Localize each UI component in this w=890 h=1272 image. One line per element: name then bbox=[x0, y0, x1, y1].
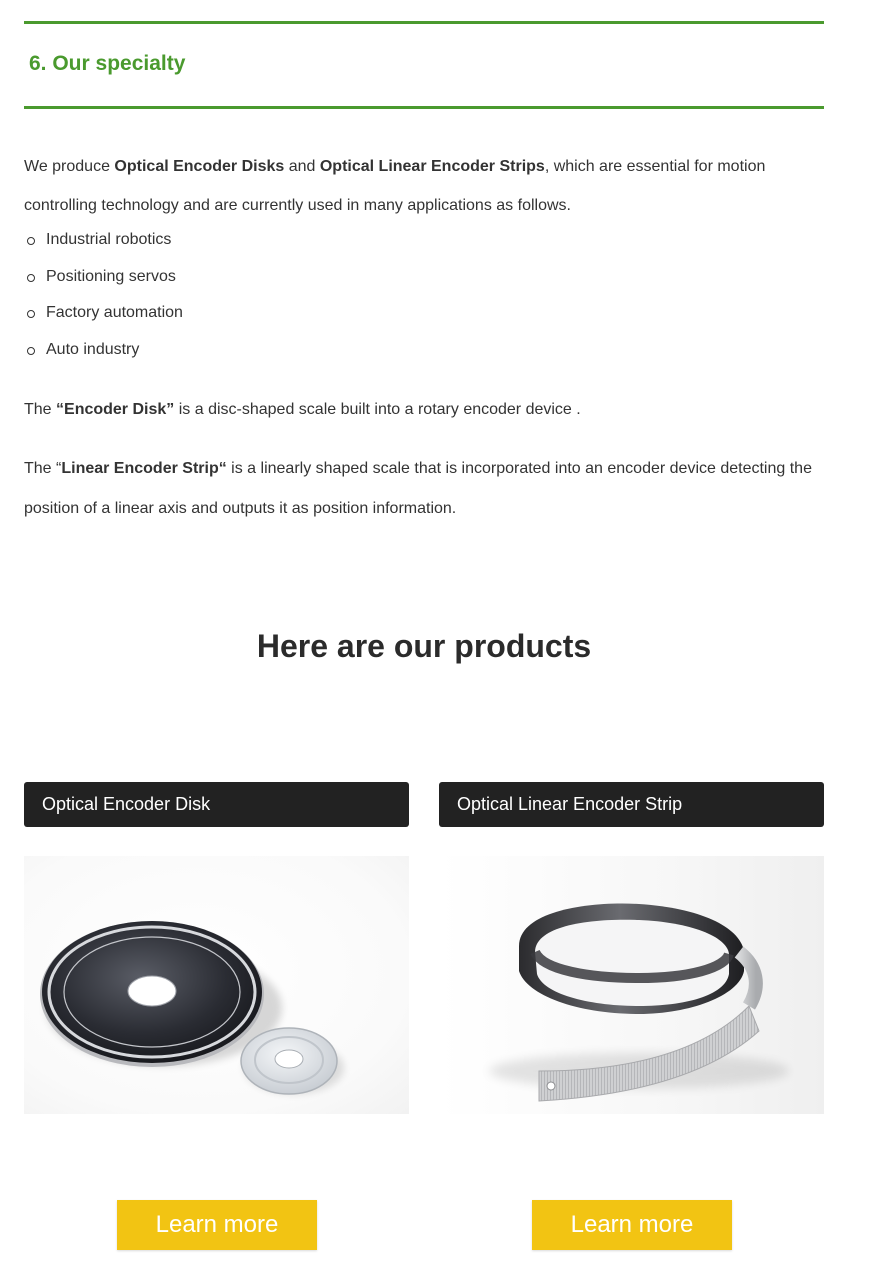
section-bottom-rule bbox=[24, 106, 824, 109]
learn-more-button-encoder-disk[interactable]: Learn more bbox=[117, 1200, 317, 1250]
section-title: 6. Our specialty bbox=[29, 52, 186, 75]
encoder-strip-paragraph: The “Linear Encoder Strip“ is a linearly shaped scale that is incorporated into an encoder device detecting the position of a linear axis and outputs it as position information. bbox=[24, 460, 812, 517]
encoder-strips-term: Optical Linear Encoder Strips bbox=[319, 158, 545, 175]
list-item: Industrial robotics bbox=[24, 222, 183, 259]
learn-more-button-encoder-strip[interactable]: Learn more bbox=[532, 1200, 732, 1250]
product-title-encoder-disk: Optical Encoder Disk bbox=[24, 782, 409, 827]
section-top-rule bbox=[24, 21, 824, 24]
encoder-disks-term: Optical Encoder Disks bbox=[114, 158, 285, 175]
encoder-strip-image bbox=[439, 856, 824, 1114]
list-item: Auto industry bbox=[24, 332, 183, 369]
list-item: Factory automation bbox=[24, 295, 183, 332]
encoder-disk-image bbox=[24, 856, 409, 1114]
list-item: Positioning servos bbox=[24, 259, 183, 296]
applications-list bbox=[24, 222, 183, 368]
products-heading: Here are our products bbox=[256, 628, 592, 664]
product-title-encoder-strip: Optical Linear Encoder Strip bbox=[439, 782, 824, 827]
intro-paragraph: We produce Optical Encoder Disks and Optical Linear Encoder Strips, which are essential for motion controlling technology and are currently used in many applications as follows. bbox=[24, 158, 766, 214]
encoder-disk-paragraph: The “Encoder Disk” is a disc-shaped scale built into a rotary encoder device . bbox=[24, 401, 581, 418]
